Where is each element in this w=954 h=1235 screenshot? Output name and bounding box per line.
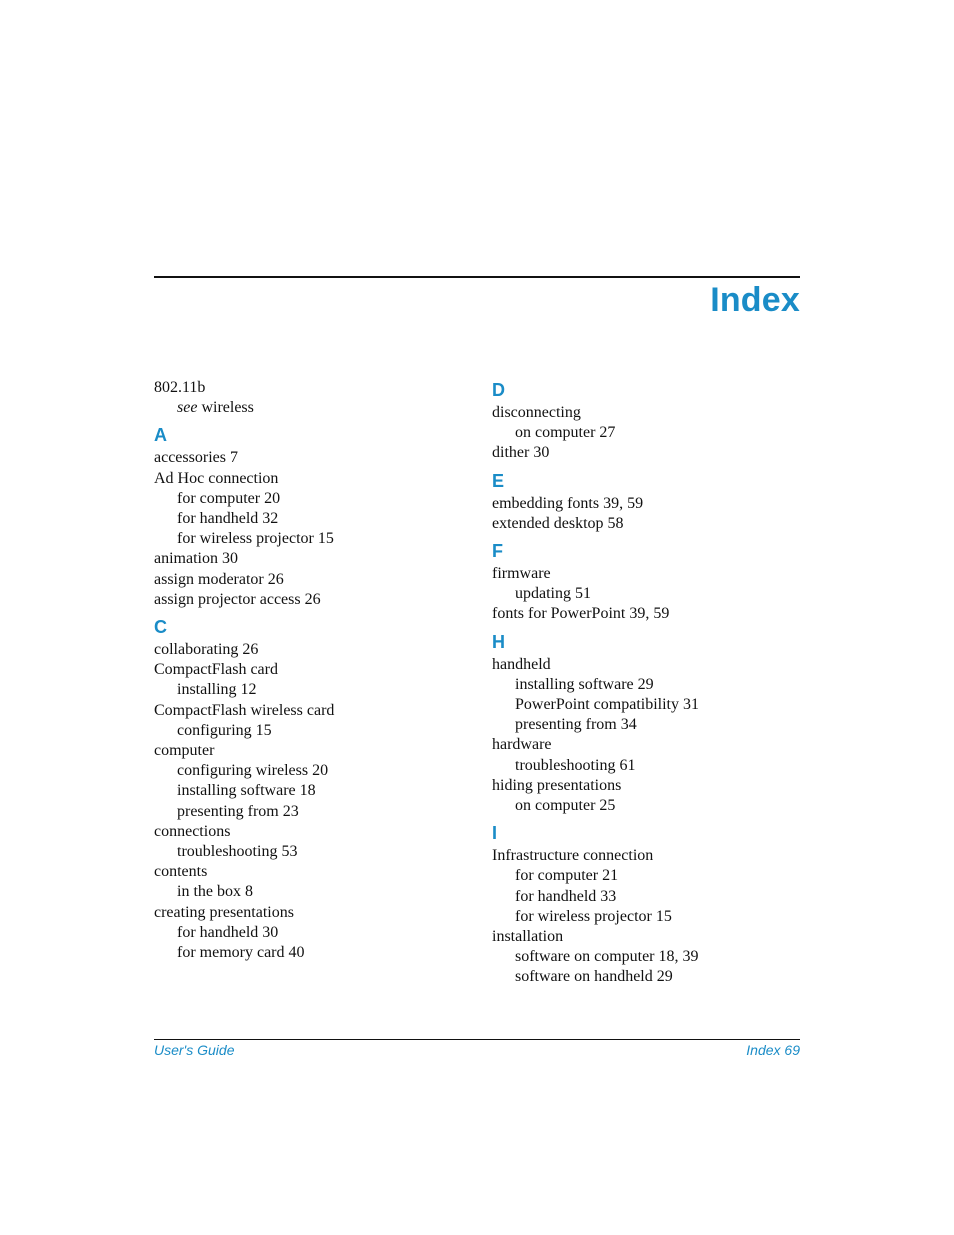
index-entry: assign projector access 26 xyxy=(154,590,321,608)
see-word: see xyxy=(177,399,198,417)
index-entry: connections xyxy=(154,822,231,840)
index-subentry: for computer 20 xyxy=(177,489,281,507)
index-entry: accessories 7 xyxy=(154,449,238,467)
index-subentry: troubleshooting 61 xyxy=(515,756,636,774)
index-subentry: software on computer 18, 39 xyxy=(515,948,699,966)
index-entry: CompactFlash card xyxy=(154,661,278,679)
index-entry: firmware xyxy=(492,565,551,583)
index-entry: creating presentations xyxy=(154,903,294,921)
index-column-left xyxy=(154,378,484,963)
index-subentry: installing 12 xyxy=(177,681,257,699)
title-rule xyxy=(154,276,800,278)
index-subentry: for handheld 33 xyxy=(515,887,617,905)
index-subentry: installing software 18 xyxy=(177,782,316,800)
index-subentry: in the box 8 xyxy=(177,883,253,901)
index-letter-heading: I xyxy=(492,823,498,844)
index-letter-heading: D xyxy=(492,380,505,400)
index-letter-heading: F xyxy=(492,541,503,562)
page-title: Index xyxy=(710,281,800,319)
index-subentry: troubleshooting 53 xyxy=(177,843,298,861)
index-subentry: installing software 29 xyxy=(515,675,654,693)
index-entry: assign moderator 26 xyxy=(154,570,284,588)
index-subentry: presenting from 34 xyxy=(515,716,637,734)
index-letter-heading: C xyxy=(154,617,167,638)
index-entry: disconnecting xyxy=(492,404,581,421)
index-subentry: configuring 15 xyxy=(177,721,272,739)
index-entry: CompactFlash wireless card xyxy=(154,701,335,719)
index-letter-heading: A xyxy=(154,425,167,446)
index-entry: collaborating 26 xyxy=(154,641,259,659)
index-subentry: presenting from 23 xyxy=(177,802,299,820)
footer-rule xyxy=(154,1039,800,1040)
index-entry: contents xyxy=(154,863,208,881)
index-entry: hiding presentations xyxy=(492,776,622,794)
index-entry: Ad Hoc connection xyxy=(154,469,279,487)
index-entry: extended desktop 58 xyxy=(492,514,624,532)
index-subentry: software on handheld 29 xyxy=(515,968,673,986)
index-groups-right xyxy=(492,378,822,988)
index-subentry: for memory card 40 xyxy=(177,944,305,962)
index-entry: computer xyxy=(154,742,215,760)
see-target: wireless xyxy=(201,399,254,417)
index-entry: dither 30 xyxy=(492,444,550,462)
index-subentry: on computer 25 xyxy=(515,797,616,815)
index-letter-heading: E xyxy=(492,470,505,491)
footer-page-number: Index 69 xyxy=(746,1042,800,1058)
footer-doc-title: User's Guide xyxy=(154,1042,235,1058)
index-subentry: for wireless projector 15 xyxy=(515,907,672,925)
index-subentry: for handheld 30 xyxy=(177,923,279,941)
index-entry: Infrastructure connection xyxy=(492,847,654,865)
index-subentry: updating 51 xyxy=(515,585,591,603)
index-groups-left xyxy=(154,423,484,963)
index-subentry: configuring wireless 20 xyxy=(177,762,329,780)
index-entry: fonts for PowerPoint 39, 59 xyxy=(492,605,670,623)
index-see-reference xyxy=(154,398,484,418)
index-entry: installation xyxy=(492,928,564,946)
index-entry: embedding fonts 39, 59 xyxy=(492,494,644,512)
index-letter-heading: H xyxy=(492,631,505,652)
index-entry: handheld xyxy=(492,655,551,673)
index-entry: hardware xyxy=(492,736,552,754)
index-entry: animation 30 xyxy=(154,550,238,568)
index-subentry: for handheld 32 xyxy=(177,510,279,528)
index-column-right xyxy=(492,378,822,988)
index-subentry: for computer 21 xyxy=(515,867,619,885)
index-subentry: on computer 27 xyxy=(515,424,616,442)
index-subentry: for wireless projector 15 xyxy=(177,530,334,548)
index-entry-intro: 802.11b xyxy=(154,379,206,396)
index-subentry: PowerPoint compatibility 31 xyxy=(515,696,699,714)
